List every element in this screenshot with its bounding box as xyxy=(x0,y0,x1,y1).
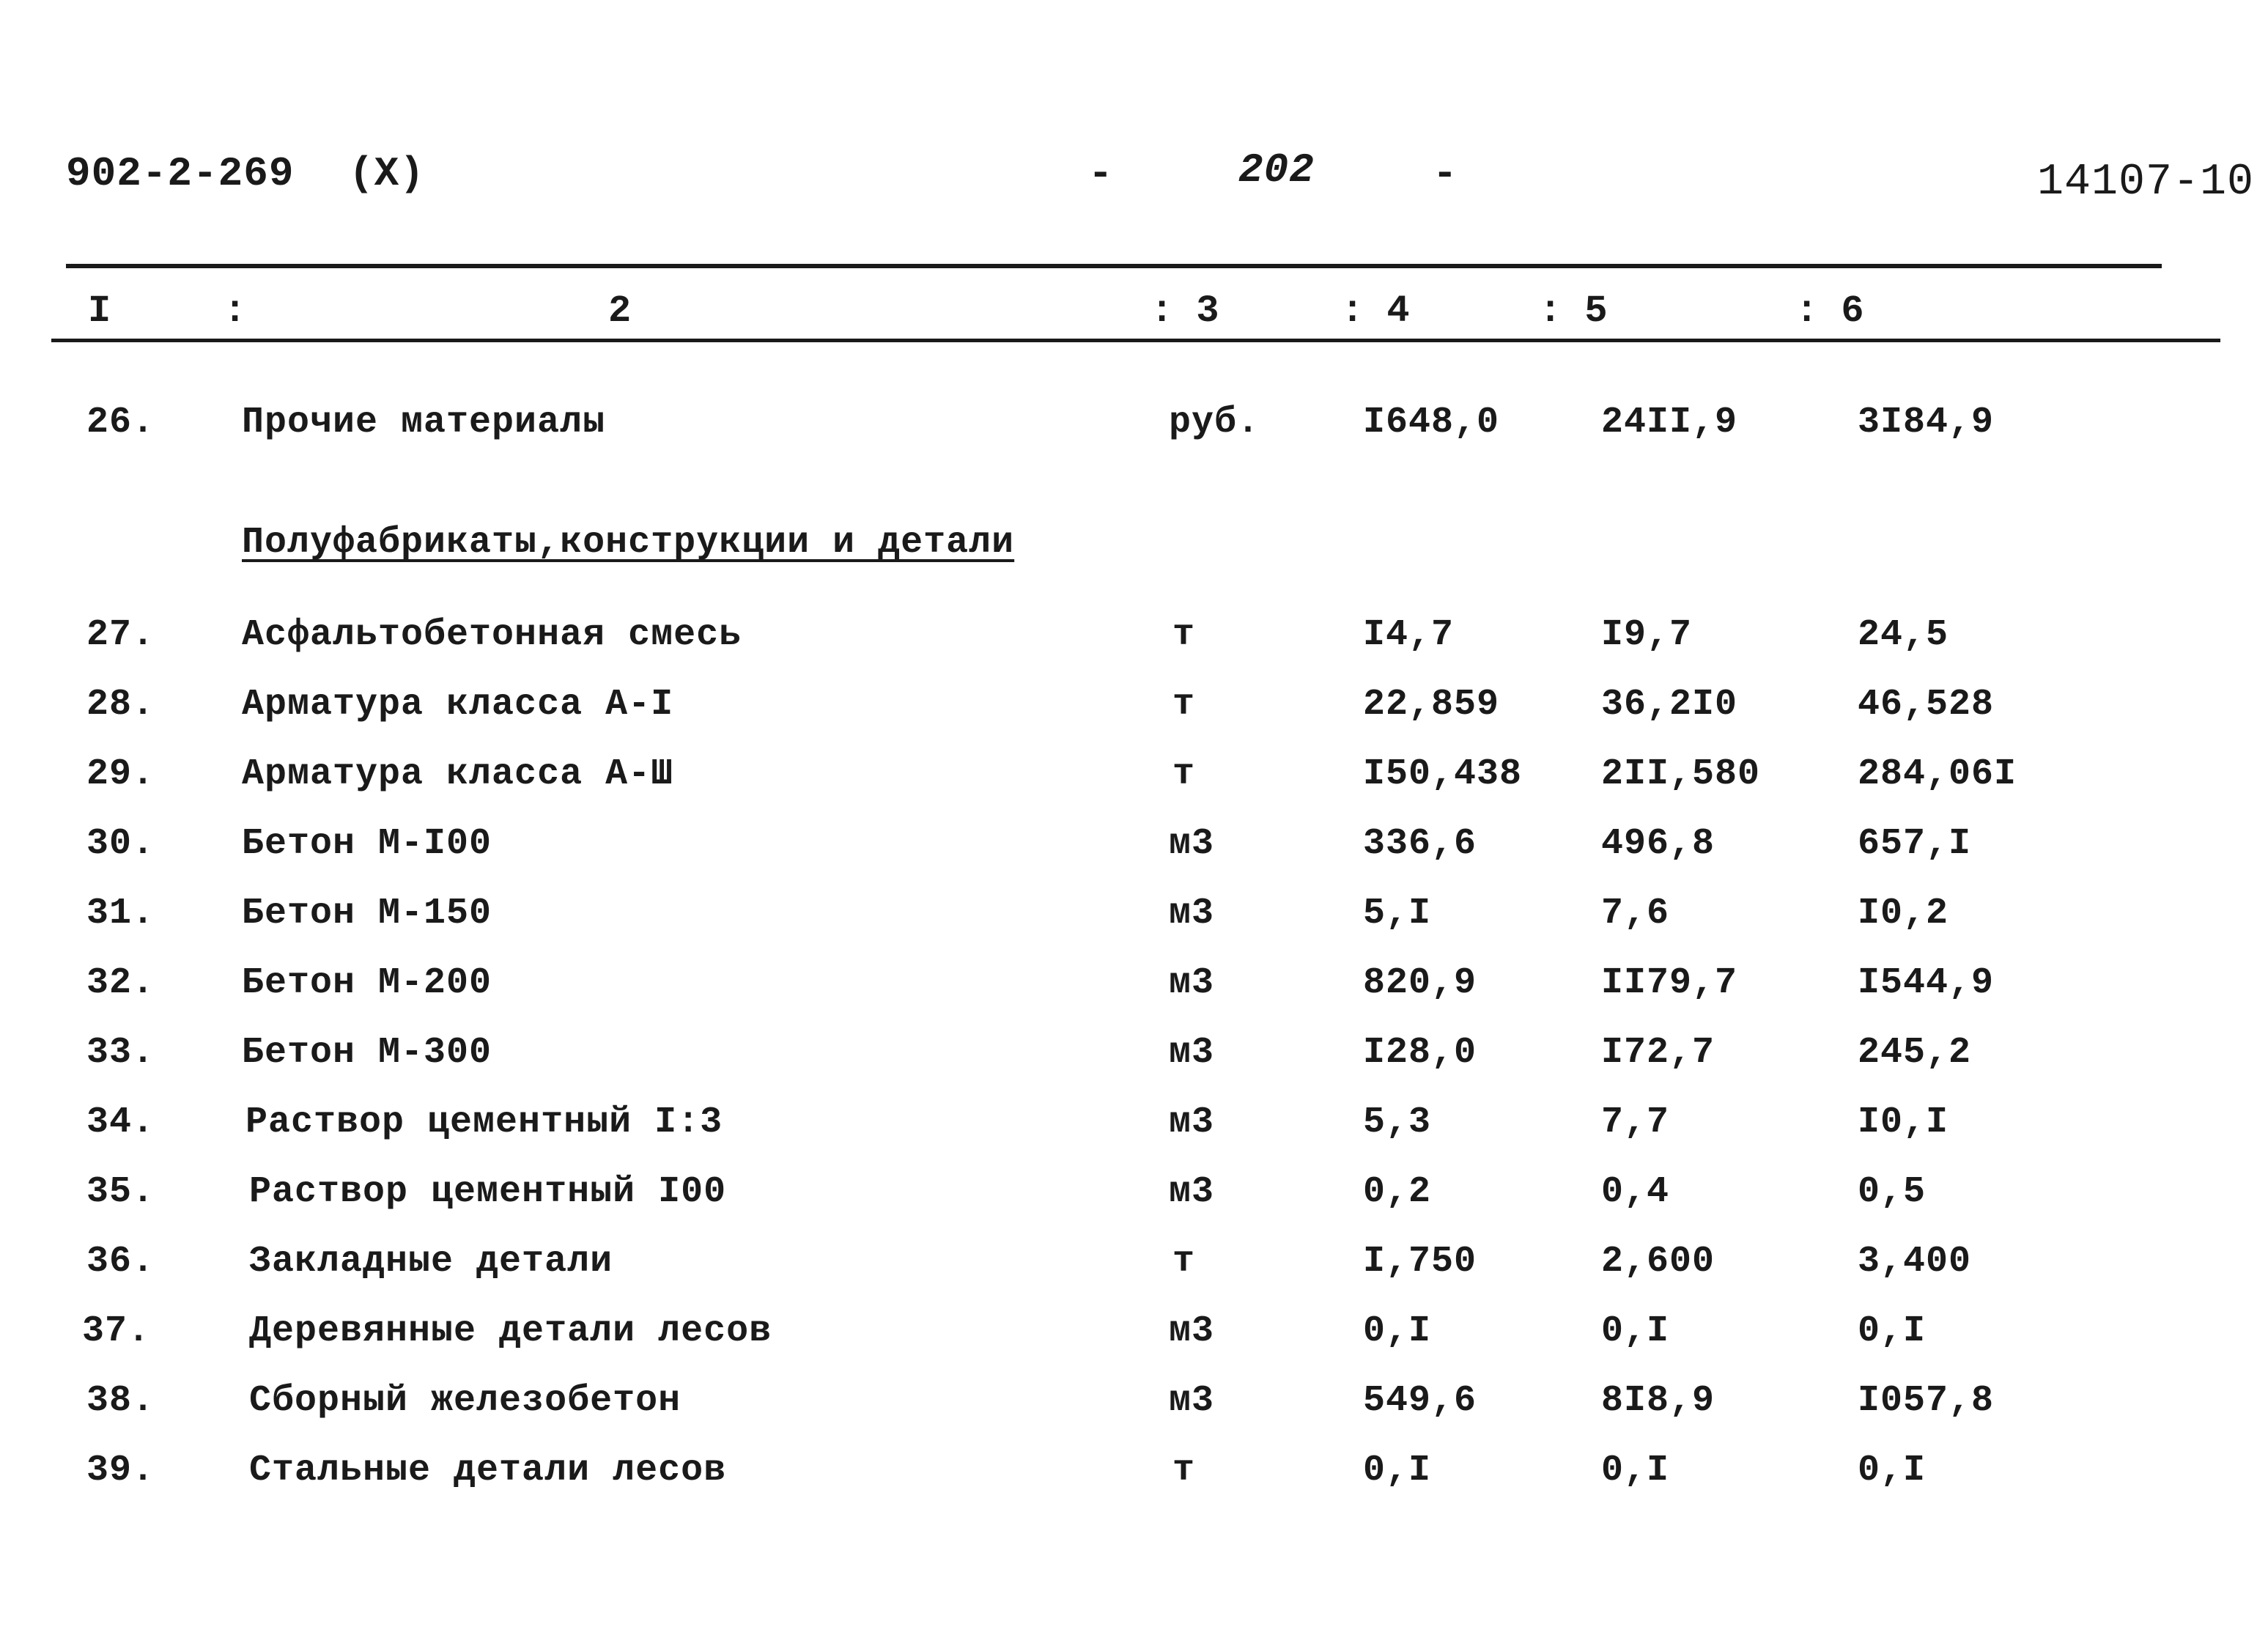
row-unit: м3 xyxy=(1169,962,1215,1004)
row-col4: I28,0 xyxy=(1363,1032,1477,1074)
row-unit: м3 xyxy=(1169,1032,1215,1074)
row-col4: 549,6 xyxy=(1363,1380,1477,1422)
row-col6: 284,06I xyxy=(1858,753,2017,795)
row-unit: м3 xyxy=(1169,893,1215,934)
row-col4: 0,2 xyxy=(1363,1171,1432,1213)
row-number: 26. xyxy=(86,402,155,443)
row-number: 30. xyxy=(86,823,155,865)
row-col4: 820,9 xyxy=(1363,962,1477,1004)
row-col6: 0,I xyxy=(1858,1450,1927,1491)
row-col4: 336,6 xyxy=(1363,823,1477,865)
row-unit: т xyxy=(1172,753,1196,795)
row-name: Стальные детали лесов xyxy=(249,1450,727,1491)
row-unit: м3 xyxy=(1169,823,1215,865)
row-col5: I72,7 xyxy=(1601,1032,1715,1074)
row-col4: I648,0 xyxy=(1363,402,1500,443)
row-number: 37. xyxy=(82,1310,151,1352)
row-name: Асфальтобетонная смесь xyxy=(242,614,742,656)
row-col4: 5,I xyxy=(1363,893,1432,934)
row-col6: 46,528 xyxy=(1858,684,1995,726)
column-header-5: : 5 xyxy=(1539,289,1608,333)
row-number: 35. xyxy=(86,1171,155,1213)
row-number: 38. xyxy=(86,1380,155,1422)
row-col5: 8I8,9 xyxy=(1601,1380,1715,1422)
row-col6: I0,I xyxy=(1858,1102,1949,1143)
row-unit: т xyxy=(1172,1450,1196,1491)
row-col6: 0,I xyxy=(1858,1310,1927,1352)
row-col6: 3,400 xyxy=(1858,1241,1972,1283)
table-top-rule xyxy=(66,264,2162,268)
header-dash-left: - xyxy=(1088,150,1114,197)
row-col5: 7,6 xyxy=(1601,893,1670,934)
row-col4: I,750 xyxy=(1363,1241,1477,1283)
row-col5: 0,I xyxy=(1601,1450,1670,1491)
row-col6: 245,2 xyxy=(1858,1032,1972,1074)
column-header-4: : 4 xyxy=(1341,289,1410,333)
doc-code-suffix: (X) xyxy=(349,150,425,197)
row-col6: I544,9 xyxy=(1858,962,1995,1004)
row-name: Арматура класса А-Ш xyxy=(242,753,674,795)
row-name: Прочие материалы xyxy=(242,402,606,443)
row-col4: 0,I xyxy=(1363,1310,1432,1352)
row-name: Бетон М-150 xyxy=(242,893,492,934)
row-unit: руб. xyxy=(1169,402,1260,443)
row-col6: I0,2 xyxy=(1858,893,1949,934)
column-separator: : xyxy=(224,289,247,333)
row-number: 32. xyxy=(86,962,155,1004)
row-col6: 3I84,9 xyxy=(1858,402,1995,443)
doc-code-number: 902-2-269 xyxy=(66,150,295,197)
row-name: Раствор цементный I:3 xyxy=(245,1102,723,1143)
row-number: 31. xyxy=(86,893,155,934)
page-number: 202 xyxy=(1238,147,1315,193)
column-header-2: 2 xyxy=(608,289,632,333)
header-bottom-rule xyxy=(51,339,2220,342)
row-name: Закладные детали xyxy=(249,1241,613,1283)
column-header-6: : 6 xyxy=(1795,289,1864,333)
row-name: Бетон М-200 xyxy=(242,962,492,1004)
row-name: Деревянные детали лесов xyxy=(249,1310,772,1352)
row-number: 34. xyxy=(86,1102,155,1143)
row-name: Раствор цементный I00 xyxy=(249,1171,727,1213)
column-header-3: : 3 xyxy=(1150,289,1219,333)
sheet-ref: 14107-10 xyxy=(2037,158,2255,207)
row-col6: 24,5 xyxy=(1858,614,1949,656)
row-col4: I4,7 xyxy=(1363,614,1455,656)
row-col4: 0,I xyxy=(1363,1450,1432,1491)
header-dash-right: - xyxy=(1433,150,1458,197)
row-unit: м3 xyxy=(1169,1102,1215,1143)
row-number: 29. xyxy=(86,753,155,795)
row-col5: 2II,580 xyxy=(1601,753,1761,795)
row-unit: м3 xyxy=(1169,1171,1215,1213)
doc-code xyxy=(66,150,425,197)
row-col5: 7,7 xyxy=(1601,1102,1670,1143)
row-number: 39. xyxy=(86,1450,155,1491)
row-unit: м3 xyxy=(1169,1310,1215,1352)
row-number: 36. xyxy=(86,1241,155,1283)
row-unit: т xyxy=(1172,1241,1196,1283)
row-col5: 24II,9 xyxy=(1601,402,1738,443)
row-col5: II79,7 xyxy=(1601,962,1738,1004)
row-number: 33. xyxy=(86,1032,155,1074)
row-col5: 2,600 xyxy=(1601,1241,1715,1283)
row-col6: 0,5 xyxy=(1858,1171,1927,1213)
column-header-1: I xyxy=(88,289,111,333)
row-name: Сборный железобетон xyxy=(249,1380,681,1422)
row-number: 27. xyxy=(86,614,155,656)
row-name: Бетон М-300 xyxy=(242,1032,492,1074)
row-col4: 22,859 xyxy=(1363,684,1500,726)
row-col4: 5,3 xyxy=(1363,1102,1432,1143)
row-col6: I057,8 xyxy=(1858,1380,1995,1422)
row-col5: 36,2I0 xyxy=(1601,684,1738,726)
row-col5: 0,I xyxy=(1601,1310,1670,1352)
section-title: Полуфабрикаты,конструкции и детали xyxy=(242,522,1015,564)
row-number: 28. xyxy=(86,684,155,726)
row-col6: 657,I xyxy=(1858,823,1972,865)
row-col5: I9,7 xyxy=(1601,614,1693,656)
row-name: Бетон М-I00 xyxy=(242,823,492,865)
row-col4: I50,438 xyxy=(1363,753,1523,795)
row-unit: м3 xyxy=(1169,1380,1215,1422)
row-col5: 0,4 xyxy=(1601,1171,1670,1213)
row-unit: т xyxy=(1172,684,1196,726)
row-col5: 496,8 xyxy=(1601,823,1715,865)
row-name: Арматура класса А-I xyxy=(242,684,674,726)
row-unit: т xyxy=(1172,614,1196,656)
